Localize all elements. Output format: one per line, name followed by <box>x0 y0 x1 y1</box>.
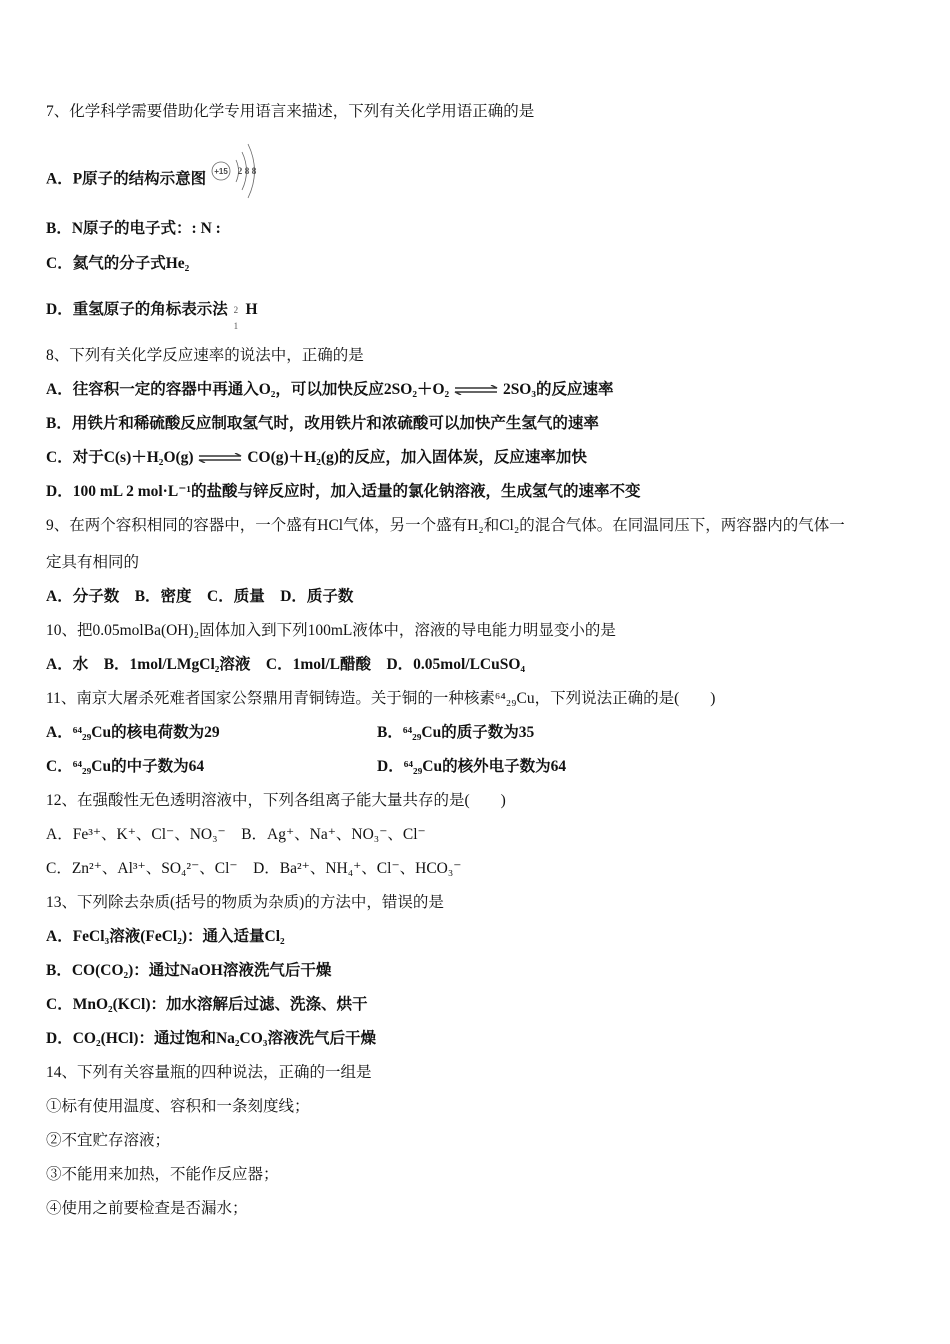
q9-stem-line1: 9、在两个容积相同的容器中，一个盛有HCl气体，另一个盛有H₂和Cl₂的混合气体。在同温同压下，两容器内的气体一 <box>46 517 845 534</box>
shell-2: 8 <box>244 166 250 176</box>
q14-item: ②不宜贮存溶液； <box>46 1132 171 1149</box>
q14-stem: 14、下列有关容量瓶的四种说法，正确的一组是 <box>46 1064 372 1081</box>
q9-options: A．分子数 B．密度 C．质量 D．质子数 <box>46 588 354 605</box>
q8-option-a: A．往容积一定的容器中再通入O₂，可以加快反应2SO₂＋O₂ 2SO₃的反应速率 <box>46 381 614 398</box>
q7-option-b: B．N原子的电子式：: N : <box>46 220 221 237</box>
q13-option-d: D．CO₂(HCl)：通过饱和Na₂CO₃溶液洗气后干燥 <box>46 1030 376 1047</box>
q12-stem: 12、在强酸性无色透明溶液中，下列各组离子能大量共存的是( ) <box>46 792 506 809</box>
equilibrium-arrow-icon <box>453 385 499 395</box>
q13-option-b: B．CO(CO₂)：通过NaOH溶液洗气后干燥 <box>46 962 332 979</box>
q8-option-d: D．100 mL 2 mol·L⁻¹的盐酸与锌反应时，加入适量的氯化钠溶液，生成氢气的速率不变 <box>46 483 641 500</box>
q10-stem: 10、把0.05molBa(OH)₂固体加入到下列100mL液体中，溶液的导电能力明显变小的是 <box>46 622 616 639</box>
q8-stem: 8、下列有关化学反应速率的说法中，正确的是 <box>46 347 364 364</box>
q8-option-c: C．对于C(s)＋H₂O(g) CO(g)＋H₂(g)的反应，加入固体炭，反应速率加快 <box>46 449 587 466</box>
q9-stem-line2: 定具有相同的 <box>46 554 140 571</box>
q14-item: ①标有使用温度、容积和一条刻度线； <box>46 1098 310 1115</box>
q7-option-d: D．重氢原子的角标表示法 2 1 H <box>46 301 258 331</box>
q14-item: ③不能用来加热，不能作反应器； <box>46 1166 279 1183</box>
q7-option-c: C．氦气的分子式He₂ <box>46 255 190 272</box>
q11-option-a: A．⁶⁴₂₉Cu的核电荷数为29 <box>46 724 220 741</box>
q8-option-b: B．用铁片和稀硫酸反应制取氢气时，改用铁片和浓硫酸可以加快产生氢气的速率 <box>46 415 599 432</box>
q7-stem: 7、化学科学需要借助化学专用语言来描述，下列有关化学用语正确的是 <box>46 103 535 120</box>
shell-1: 2 <box>237 166 243 176</box>
q10-options: A．水 B．1mol/LMgCl₂溶液 C．1mol/L醋酸 D．0.05mol/LCuSO₄ <box>46 656 526 673</box>
q13-option-a: A．FeCl₃溶液(FeCl₂)：通入适量Cl₂ <box>46 928 285 945</box>
q12-options-cd: C．Zn²⁺、Al³⁺、SO₄²⁻、Cl⁻ D．Ba²⁺、NH₄⁺、Cl⁻、HCO₃⁻ <box>46 860 462 877</box>
q11-option-c: C．⁶⁴₂₉Cu的中子数为64 <box>46 758 205 775</box>
q13-option-c: C．MnO₂(KCl)：加水溶解后过滤、洗涤、烘干 <box>46 996 368 1013</box>
q13-stem: 13、下列除去杂质(括号的物质为杂质)的方法中，错误的是 <box>46 894 444 911</box>
shell-3: 8 <box>251 166 257 176</box>
q11-option-d: D．⁶⁴₂₉Cu的核外电子数为64 <box>377 758 567 775</box>
q11-stem: 11、南京大屠杀死难者国家公祭鼎用青铜铸造。关于铜的一种核素⁶⁴₂₉Cu，下列说法正确的是( ) <box>46 690 716 707</box>
equilibrium-arrow-icon <box>197 453 243 463</box>
q14-item: ④使用之前要检查是否漏水； <box>46 1200 248 1217</box>
q11-option-b: B．⁶⁴₂₉Cu的质子数为35 <box>377 724 535 741</box>
q7-option-a: A．P原子的结构示意图 +15 2 8 8 <box>46 160 260 200</box>
q12-options-ab: A．Fe³⁺、K⁺、Cl⁻、NO₃⁻ B．Ag⁺、Na⁺、NO₃⁻、Cl⁻ <box>46 826 426 843</box>
atom-structure-diagram <box>210 140 260 200</box>
nucleus-charge: +15 <box>214 167 228 176</box>
